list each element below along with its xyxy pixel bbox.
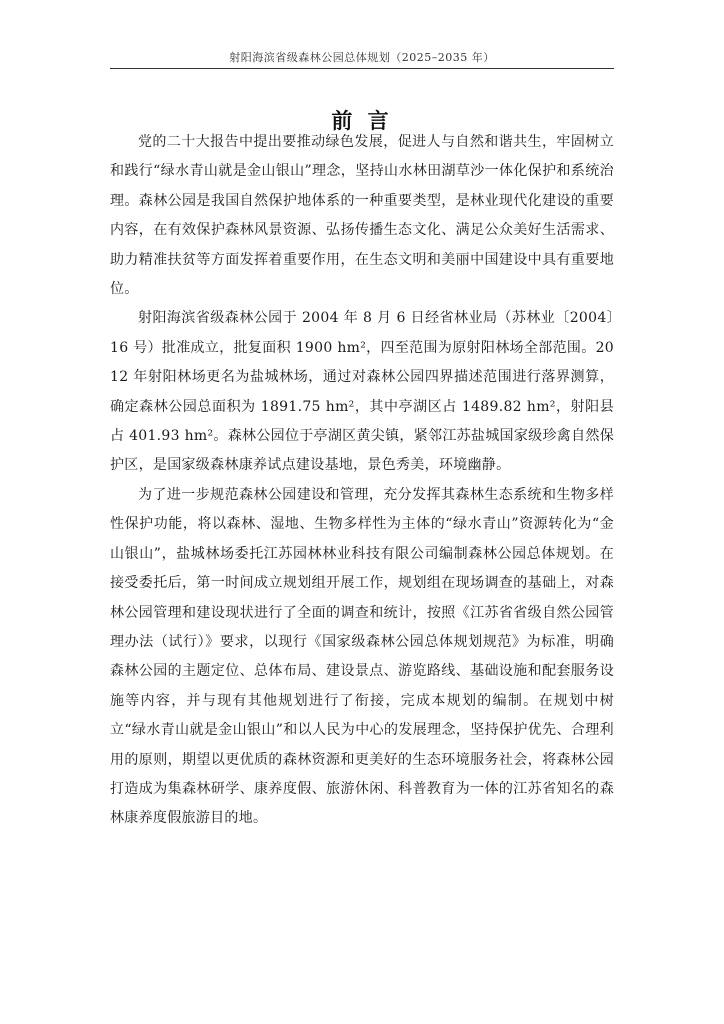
paragraph-2: 射阳海滨省级森林公园于 2004 年 8 月 6 日经省林业局（苏林业〔2004〕16 号）批准成立，批复面积 1900 hm²，四至范围为原射阳林场全部范围。2012 年射阳林场更名为盐城林场，通过对森林公园四界描述范围进行落界测算，确定森林公园总面积为 1891.75 hm²，其中亭湖区占 1489.82 hm²，射阳县占 401.93 hm²。森林公园位于亭湖区黄尖镇，紧邻江苏盐城国家级珍禽自然保护区，是国家级森林康养试点建设基地，景色秀美，环境幽静。 — [110, 310, 614, 474]
running-header: 射阳海滨省级森林公园总体规划（2025–2035 年） — [229, 51, 495, 64]
paragraph-1: 党的二十大报告中提出要推动绿色发展，促进人与自然和谐共生，牢固树立和践行“绿水青山就是金山银山”理念，坚持山水林田湖草沙一体化保护和系统治理。森林公园是我国自然保护地体系的一种重要类型，是林业现代化建设的重要内容，在有效保护森林风景资源、弘扬传播生态文化、满足公众美好生活需求、助力精准扶贫等方面发挥着重要作用，在生态文明和美丽中国建设中具有重要地位。 — [110, 134, 614, 298]
page-title: 前 言 — [331, 108, 393, 134]
paragraph-3: 为了进一步规范森林公园建设和管理，充分发挥其森林生态系统和生物多样性保护功能，将以森林、湿地、生物多样性为主体的“绿水青山”资源转化为“金山银山”，盐城林场委托江苏园林林业科技有限公司编制森林公园总体规划。在接受委托后，第一时间成立规划组开展工作，规划组在现场调查的基础上，对森林公园管理和建设现状进行了全面的调查和统计，按照《江苏省省级自然公园管理办法（试行）》要求，以现行《国家级森林公园总体规划规范》为标准，明确森林公园的主题定位、总体布局、建设景点、游览路线、基础设施和配套服务设施等内容，并与现有其他规划进行了衔接，完成本规划的编制。在规划中树立“绿水青山就是金山银山”和以人民为中心的发展理念，坚持保护优先、合理利用的原则，期望以更优质的森林资源和更美好的生态环境服务社会，将森林公园打造成为集森林研学、康养度假、旅游休闲、科普教育为一体的江苏省知名的森林康养度假旅游目的地。 — [110, 486, 614, 827]
header-divider — [110, 68, 614, 69]
body-text — [110, 128, 614, 834]
